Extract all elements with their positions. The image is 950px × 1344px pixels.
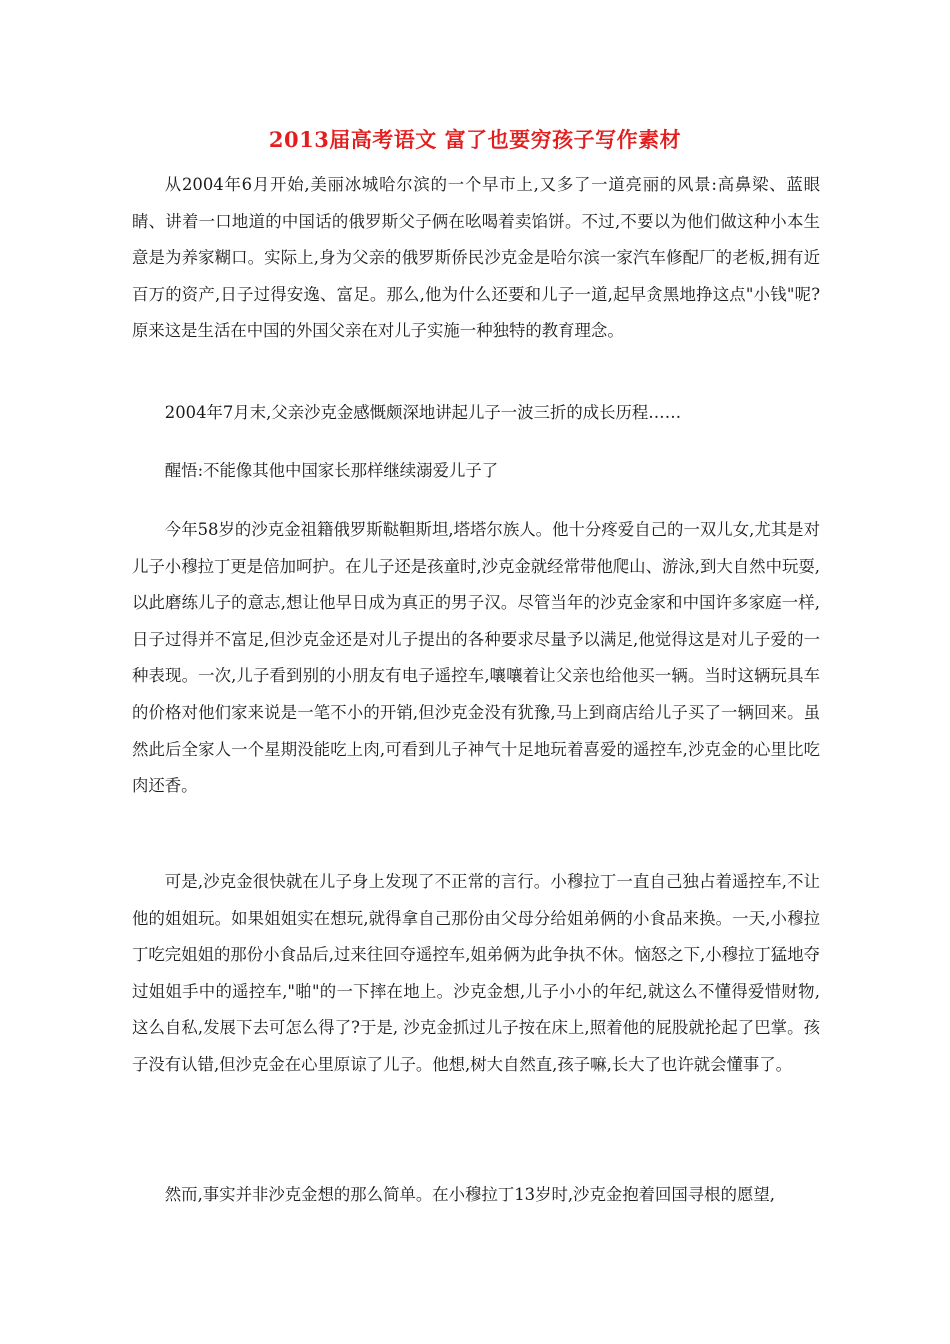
paragraph-text: 然而,事实并非沙克金想的那么简单。在小穆拉丁13岁时,沙克金抱着回国寻根的愿望, xyxy=(164,1185,775,1204)
document-title: 2013届高考语文 富了也要穷孩子写作素材 xyxy=(268,127,682,152)
section-heading-text: 醒悟:不能像其他中国家长那样继续溺爱儿子了 xyxy=(164,461,499,480)
paragraph-text: 可是,沙克金很快就在儿子身上发现了不正常的言行。小穆拉丁一直自己独占着遥控车,不让他的姐姐玩。如果姐姐实在想玩,就得拿自己那份由父母分给姐弟俩的小食品来换。一天,小穆拉丁吃完姐姐的那份小食品后,过来往回夺遥控车,姐弟俩为此争执不休。恼怒之下,小穆拉丁猛地夺过姐姐手中的遥控车,"啪"的一下摔在地上。沙克金想,儿子小小的年纪,就这么不懂得爱惜财物,这么自私,发展下去可怎么得了?于是, 沙克金抓过儿子按在床上,照着他的屁股就抡起了巴掌。孩子没有认错,但沙克金在心里原谅了儿子。他想,树大自然直,孩子嘛,长大了也许就会懂事了。 xyxy=(132,872,820,1074)
paragraph-3 xyxy=(132,512,820,805)
paragraph-4 xyxy=(132,864,820,1084)
paragraph-5 xyxy=(132,1177,820,1214)
paragraph-text: 今年58岁的沙克金祖籍俄罗斯鞑靼斯坦,塔塔尔族人。他十分疼爱自己的一双儿女,尤其是对儿子小穆拉丁更是倍加呵护。在儿子还是孩童时,沙克金就经常带他爬山、游泳,到大自然中玩耍,以此磨练儿子的意志,想让他早日成为真正的男子汉。尽管当年的沙克金家和中国许多家庭一样,日子过得并不富足,但沙克金还是对儿子提出的各种要求尽量予以满足,他觉得这是对儿子爱的一种表现。一次,儿子看到别的小朋友有电子遥控车,嚷嚷着让父亲也给他买一辆。当时这辆玩具车的价格对他们家来说是一笔不小的开销,但沙克金没有犹豫,马上到商店给儿子买了一辆回来。虽然此后全家人一个星期没能吃上肉,可看到儿子神气十足地玩着喜爱的遥控车,沙克金的心里比吃肉还香。 xyxy=(132,520,820,796)
paragraph-text: 2004年7月末,父亲沙克金感慨颇深地讲起儿子一波三折的成长历程…… xyxy=(164,403,682,422)
paragraph-2 xyxy=(132,395,820,432)
paragraph-1 xyxy=(132,167,820,350)
paragraph-text: 从2004年6月开始,美丽冰城哈尔滨的一个早市上,又多了一道亮丽的风景:高鼻梁、蓝眼睛、讲着一口地道的中国话的俄罗斯父子俩在吆喝着卖馅饼。不过,不要以为他们做这种小本生意是为养家糊口。实际上,身为父亲的俄罗斯侨民沙克金是哈尔滨一家汽车修配厂的老板,拥有近百万的资产,日子过得安逸、富足。那么,他为什么还要和儿子一道,起早贪黑地挣这点"小钱"呢?原来这是生活在中国的外国父亲在对儿子实施一种独特的教育理念。 xyxy=(132,175,820,341)
section-heading xyxy=(132,453,820,490)
